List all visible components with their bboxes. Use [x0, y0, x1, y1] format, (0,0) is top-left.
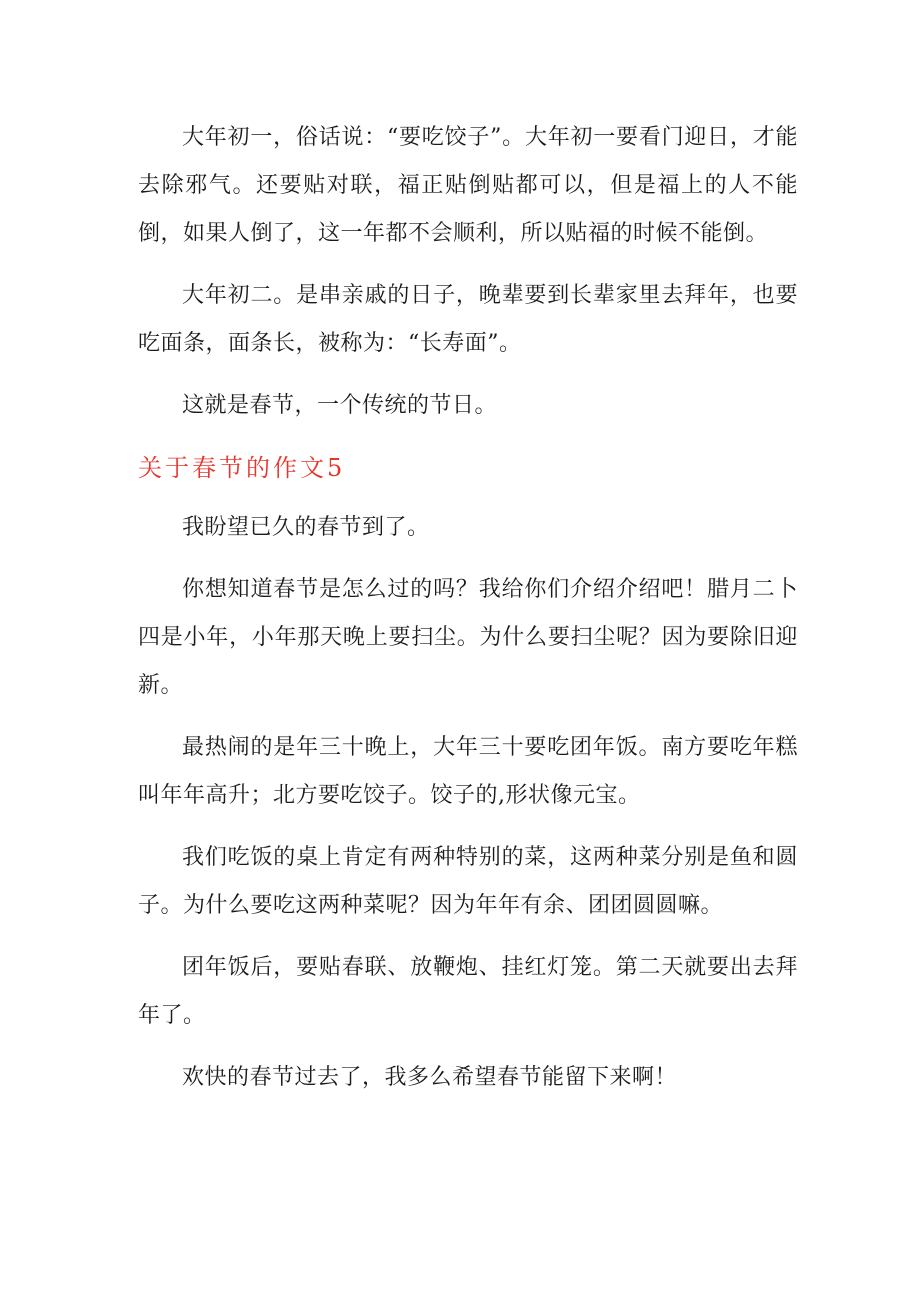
paragraph-special-dishes: 我们吃饭的桌上肯定有两种特别的菜，这两种菜分别是鱼和圆子。为什么要吃这两种菜呢？因为年年有余、团团圆圆嘛。 [138, 845, 798, 918]
document-body [138, 114, 798, 1116]
paragraph-ending: 欢快的春节过去了，我多么希望春节能留下来啊！ [182, 1065, 678, 1090]
paragraph-new-years-eve: 最热闹的是年三十晚上，大年三十要吃团年饭。南方要吃年糕叫年年高升；北方要吃饺子。饺子的,形状像元宝。 [138, 735, 798, 808]
section-heading: 关于春节的作文5 [138, 454, 346, 482]
paragraph-new-year-day-two: 大年初二。是串亲戚的日子，晚辈要到长辈家里去拜年，也要吃面条，面条长，被称为：“长寿面”。 [138, 283, 798, 356]
paragraph-conclusion: 这就是春节，一个传统的节日。 [182, 393, 498, 418]
paragraph-new-year-day-one: 大年初一，俗话说：“要吃饺子”。大年初一要看门迎日，才能去除邪气。还要贴对联，福正贴倒贴都可以，但是福上的人不能倒，如果人倒了，这一年都不会顺利，所以贴福的时候不能倒。 [138, 125, 798, 246]
paragraph-little-new-year: 你想知道春节是怎么过的吗？我给你们介绍介绍吧！腊月二卜四是小年，小年那天晚上要扫尘。为什么要扫尘呢？因为要除旧迎新。 [138, 577, 798, 698]
paragraph-after-dinner: 团年饭后，要贴春联、放鞭炮、挂红灯笼。第二天就要出去拜年了。 [138, 955, 798, 1028]
paragraph-intro: 我盼望已久的春节到了。 [182, 515, 430, 540]
